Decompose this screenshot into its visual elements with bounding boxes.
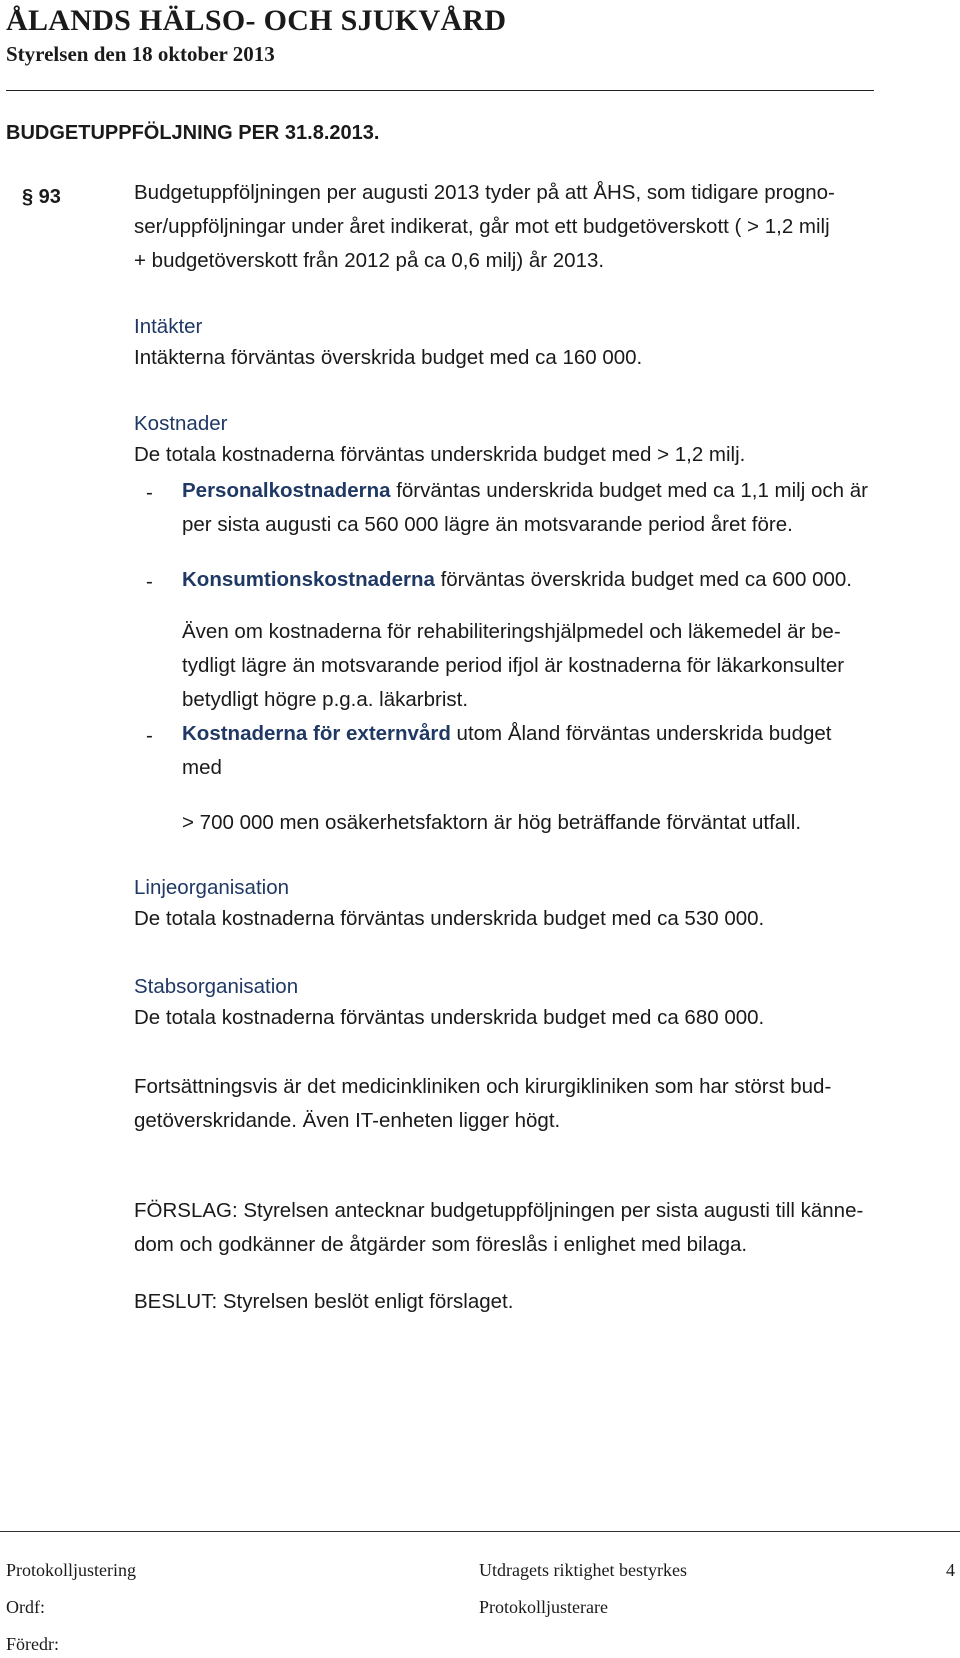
intakter-heading: Intäkter — [134, 315, 203, 338]
note-line-1: Även om kostnaderna för rehabiliteringshjälpmedel och läkemedel är be- — [182, 620, 841, 643]
footer-utdragets: Utdragets riktighet bestyrkes — [479, 1560, 687, 1580]
footer-foredr: Föredr: — [6, 1634, 59, 1654]
bullet-konsumtion-line — [182, 563, 852, 597]
note-line-2: tydligt lägre än motsvarande period ifjol är kostnaderna för läkarkonsulter — [182, 654, 845, 677]
proposal-line-2: dom och godkänner de åtgärder som föreslås i enlighet med bilaga. — [134, 1233, 748, 1256]
kostnader-text: De totala kostnaderna förväntas underskrida budget med > 1,2 milj. — [134, 443, 746, 466]
bullet-externvard-line-2: med — [182, 756, 222, 779]
kostnader-heading: Kostnader — [134, 412, 228, 435]
bullet-externvard-line-3: > 700 000 men osäkerhetsfaktorn är hög beträffande förväntat utfall. — [182, 811, 802, 834]
footer-divider — [0, 1531, 960, 1532]
organization-title: ÅLANDS HÄLSO- OCH SJUKVÅRD — [6, 4, 507, 37]
intro-line-2: ser/uppföljningar under året indikerat, går mot ett budgetöverskott ( > 1,2 milj — [134, 215, 830, 238]
bullet-konsumtion-bold: Konsumtionskostnaderna — [182, 568, 435, 591]
footer-page-number: 4 — [946, 1560, 955, 1580]
intro-line-3: + budgetöverskott från 2012 på ca 0,6 milj) år 2013. — [134, 249, 605, 272]
linjeorganisation-heading: Linjeorganisation — [134, 876, 290, 899]
linjeorganisation-text: De totala kostnaderna förväntas underskrida budget med ca 530 000. — [134, 907, 765, 930]
bullet-dash-externvard: - — [146, 724, 153, 747]
intakter-text: Intäkterna förväntas överskrida budget med ca 160 000. — [134, 346, 643, 369]
bullet-personal-bold: Personalkostnaderna — [182, 479, 391, 502]
bullet-personal-rest: förväntas underskrida budget med ca 1,1 milj och är — [390, 479, 868, 502]
footer-ordf: Ordf: — [6, 1597, 45, 1617]
bullet-konsumtion-rest: förväntas överskrida budget med ca 600 000. — [434, 568, 852, 591]
header-divider — [6, 90, 874, 91]
note-line-3: betydligt högre p.g.a. läkarbrist. — [182, 688, 469, 711]
stabsorganisation-text: De totala kostnaderna förväntas underskrida budget med ca 680 000. — [134, 1006, 765, 1029]
bullet-externvard-line-1 — [182, 717, 831, 751]
intro-line-1: Budgetuppföljningen per augusti 2013 tyder på att ÅHS, som tidigare progno- — [134, 181, 835, 204]
bullet-dash-konsumtion: - — [146, 570, 153, 593]
footer-protokolljusterare: Protokolljusterare — [479, 1597, 608, 1617]
paragraph-number: § 93 — [22, 186, 61, 208]
stabsorganisation-heading: Stabsorganisation — [134, 975, 299, 998]
section-title: BUDGETUPPFÖLJNING PER 31.8.2013. — [6, 122, 380, 144]
bullet-externvard-rest: utom Åland förväntas underskrida budget — [450, 722, 832, 745]
decision-text: BESLUT: Styrelsen beslöt enligt förslaget. — [134, 1290, 514, 1313]
continuation-line-1: Fortsättningsvis är det medicinkliniken och kirurgikliniken som har störst bud- — [134, 1075, 832, 1098]
bullet-externvard-bold: Kostnaderna för externvård — [182, 722, 451, 745]
bullet-dash-personal: - — [146, 481, 153, 504]
footer-protokolljustering: Protokolljustering — [6, 1560, 136, 1580]
meeting-subtitle: Styrelsen den 18 oktober 2013 — [6, 42, 275, 66]
proposal-line-1: FÖRSLAG: Styrelsen antecknar budgetuppföljningen per sista augusti till känne- — [134, 1199, 864, 1222]
bullet-personal-line-2: per sista augusti ca 560 000 lägre än motsvarande period året före. — [182, 513, 793, 536]
bullet-personal-line-1 — [182, 474, 868, 508]
continuation-line-2: getöverskridande. Även IT-enheten ligger högt. — [134, 1109, 561, 1132]
